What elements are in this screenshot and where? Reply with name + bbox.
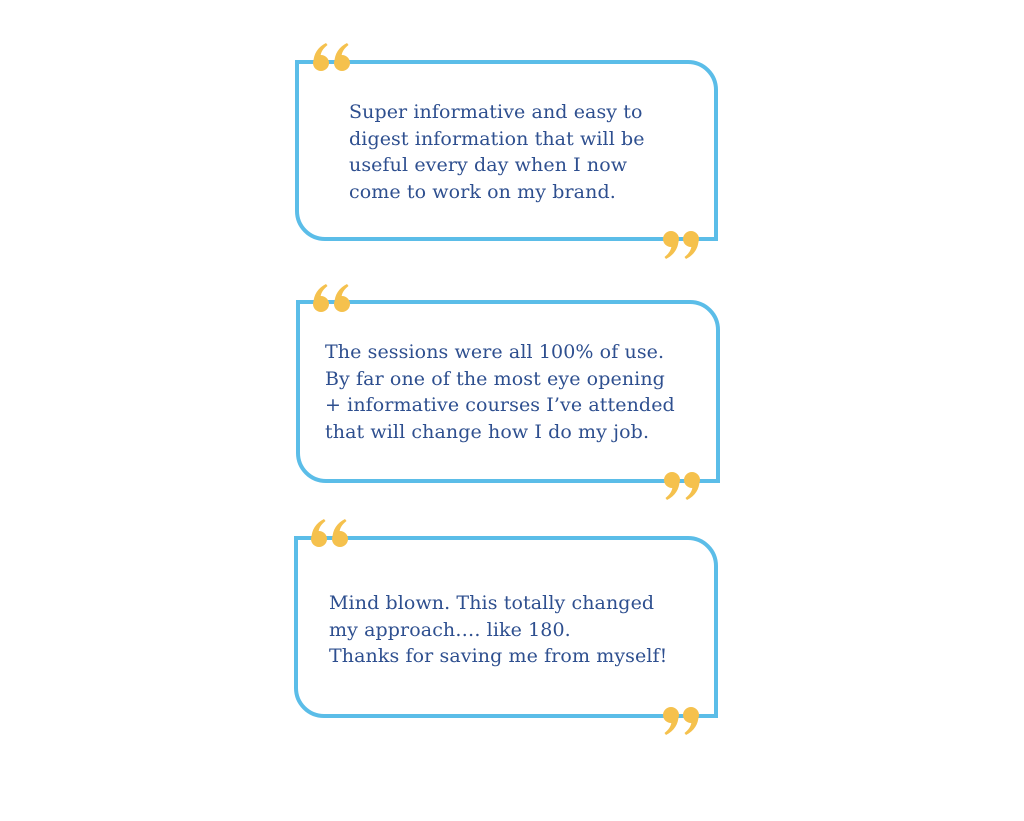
testimonial-line: useful every day when I now bbox=[349, 154, 628, 176]
testimonial-line: that will change how I do my job. bbox=[325, 420, 650, 443]
testimonial-line: digest information that will be bbox=[349, 127, 645, 150]
close-quote-icon bbox=[662, 706, 704, 738]
testimonial-text bbox=[325, 339, 675, 445]
testimonial-line: Super informative and easy to bbox=[349, 101, 643, 123]
testimonial-card bbox=[294, 536, 718, 718]
testimonial-line: my approach…. like 180. bbox=[329, 618, 571, 641]
testimonial-line: come to work on my brand. bbox=[349, 180, 616, 203]
testimonial-text bbox=[329, 590, 667, 670]
testimonial-line: + informative courses I’ve attended bbox=[325, 394, 675, 416]
testimonial-card bbox=[295, 60, 718, 241]
testimonial-card bbox=[296, 300, 720, 483]
testimonial-text bbox=[349, 99, 645, 205]
open-quote-icon bbox=[309, 40, 351, 72]
testimonial-line: Mind blown. This totally changed bbox=[329, 592, 655, 614]
open-quote-icon bbox=[309, 281, 351, 313]
open-quote-icon bbox=[307, 516, 349, 548]
close-quote-icon bbox=[663, 471, 705, 503]
close-quote-icon bbox=[662, 230, 704, 262]
testimonial-line: By far one of the most eye opening bbox=[325, 367, 665, 390]
testimonial-line: Thanks for saving me from myself! bbox=[329, 645, 668, 667]
testimonial-line: The sessions were all 100% of use. bbox=[325, 341, 665, 363]
